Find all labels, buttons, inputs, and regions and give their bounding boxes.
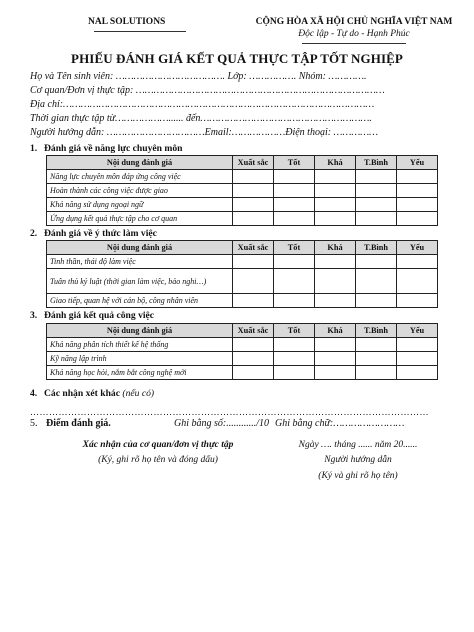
rating-cell[interactable] xyxy=(397,170,438,184)
rating-cell[interactable] xyxy=(274,366,315,380)
score-number-field[interactable]: Ghi bằng số:............/10 xyxy=(174,418,269,429)
rating-cell[interactable] xyxy=(397,294,438,308)
criteria-cell: Khả năng phân tích thiết kế hệ thống xyxy=(47,338,233,352)
rating-cell[interactable] xyxy=(233,184,274,198)
section-5-number: 5. xyxy=(30,418,38,429)
section-4-number: 4. xyxy=(30,388,38,399)
col-excellent-header: Xuất sắc xyxy=(233,241,274,255)
rating-cell[interactable] xyxy=(315,366,356,380)
col-fair-header: Khá xyxy=(315,156,356,170)
col-average-header: T.Bình xyxy=(356,241,397,255)
rating-cell[interactable] xyxy=(274,269,315,294)
company-name: NAL SOLUTIONS xyxy=(88,17,166,27)
table-row xyxy=(47,269,438,294)
table-row xyxy=(47,212,438,226)
col-weak-header: Yếu xyxy=(397,156,438,170)
comments-field[interactable]: ……………………………………………………………………………………………………………… xyxy=(30,407,429,417)
rating-cell[interactable] xyxy=(315,269,356,294)
supervisor-line: Người hướng dẫn: ……………………………Email:………………Điện thoại: …………… xyxy=(30,127,379,138)
rating-cell[interactable] xyxy=(356,198,397,212)
section-1-table xyxy=(46,155,438,226)
rating-cell[interactable] xyxy=(233,255,274,269)
col-excellent-header: Xuất sắc xyxy=(233,156,274,170)
rating-cell[interactable] xyxy=(274,184,315,198)
rating-cell[interactable] xyxy=(315,170,356,184)
rating-cell[interactable] xyxy=(315,338,356,352)
rating-cell[interactable] xyxy=(356,212,397,226)
criteria-cell: Tinh thần, thái độ làm việc xyxy=(47,255,233,269)
rating-cell[interactable] xyxy=(397,269,438,294)
criteria-cell: Giao tiếp, quan hệ với cán bộ, công nhân viên xyxy=(47,294,233,308)
rating-cell[interactable] xyxy=(315,198,356,212)
internship-period-line: Thời gian thực tập từ………………...... đến…………………………………………………. xyxy=(30,113,372,124)
rating-cell[interactable] xyxy=(356,269,397,294)
country-name: CỘNG HÒA XÃ HỘI CHỦ NGHĨA VIỆT NAM xyxy=(255,17,453,27)
rating-cell[interactable] xyxy=(274,294,315,308)
criteria-cell: Tuân thủ kỷ luật (thời gian làm việc, bảo nghi…) xyxy=(47,269,233,294)
section-1-number: 1. xyxy=(30,143,38,154)
criteria-cell: Khả năng học hỏi, nắm bắt công nghệ mới xyxy=(47,366,233,380)
criteria-cell: Khả năng sử dụng ngoại ngữ xyxy=(47,198,233,212)
rating-cell[interactable] xyxy=(397,352,438,366)
rating-cell[interactable] xyxy=(233,294,274,308)
rating-cell[interactable] xyxy=(397,366,438,380)
col-criteria-header: Nội dung đánh giá xyxy=(47,324,233,338)
table-row xyxy=(47,170,438,184)
rating-cell[interactable] xyxy=(233,198,274,212)
rating-cell[interactable] xyxy=(356,184,397,198)
rating-cell[interactable] xyxy=(356,294,397,308)
rating-cell[interactable] xyxy=(315,294,356,308)
col-weak-header: Yếu xyxy=(397,241,438,255)
rating-cell[interactable] xyxy=(397,184,438,198)
rating-cell[interactable] xyxy=(315,352,356,366)
rating-cell[interactable] xyxy=(356,352,397,366)
rating-cell[interactable] xyxy=(397,198,438,212)
company-underline xyxy=(94,31,186,32)
supervisor-signature-title: Người hướng dẫn xyxy=(324,455,392,465)
col-fair-header: Khá xyxy=(315,324,356,338)
col-criteria-header: Nội dung đánh giá xyxy=(47,241,233,255)
table-row xyxy=(47,198,438,212)
table-row xyxy=(47,352,438,366)
rating-cell[interactable] xyxy=(233,269,274,294)
form-title: PHIẾU ĐÁNH GIÁ KẾT QUẢ THỰC TẬP TỐT NGHIỆP xyxy=(71,51,403,66)
motto-underline xyxy=(302,43,406,44)
table-header-row xyxy=(47,324,438,338)
criteria-cell: Kỹ năng lập trình xyxy=(47,352,233,366)
rating-cell[interactable] xyxy=(315,255,356,269)
col-fair-header: Khá xyxy=(315,241,356,255)
rating-cell[interactable] xyxy=(356,255,397,269)
score-words-field[interactable]: Ghi bằng chữ:…………………… xyxy=(275,418,405,429)
rating-cell[interactable] xyxy=(397,255,438,269)
criteria-cell: Hoàn thành các công việc được giao xyxy=(47,184,233,198)
rating-cell[interactable] xyxy=(356,170,397,184)
rating-cell[interactable] xyxy=(274,198,315,212)
rating-cell[interactable] xyxy=(274,212,315,226)
criteria-cell: Ứng dụng kết quả thực tập cho cơ quan xyxy=(47,212,233,226)
national-motto: Độc lập - Tự do - Hạnh Phúc xyxy=(298,29,410,39)
rating-cell[interactable] xyxy=(356,338,397,352)
col-average-header: T.Bình xyxy=(356,324,397,338)
rating-cell[interactable] xyxy=(233,366,274,380)
col-good-header: Tốt xyxy=(274,324,315,338)
section-1-heading xyxy=(30,143,183,154)
col-good-header: Tốt xyxy=(274,156,315,170)
table-header-row xyxy=(47,156,438,170)
rating-cell[interactable] xyxy=(274,255,315,269)
section-3-number: 3. xyxy=(30,310,38,321)
rating-cell[interactable] xyxy=(315,184,356,198)
col-average-header: T.Bình xyxy=(356,156,397,170)
unit-confirmation-note: (Ký, ghi rõ họ tên và đóng dấu) xyxy=(98,455,218,465)
section-4-note: (nếu có) xyxy=(122,388,155,399)
col-weak-header: Yếu xyxy=(397,324,438,338)
rating-cell[interactable] xyxy=(356,366,397,380)
student-name-line: Họ và Tên sinh viên: ………………………………. Lớp: ……………. Nhóm: …………. xyxy=(30,71,367,82)
signing-date: Ngày …. tháng ...... năm 20...... xyxy=(298,440,418,450)
table-row xyxy=(47,184,438,198)
criteria-cell: Năng lực chuyên môn đáp ứng công việc xyxy=(47,170,233,184)
table-row xyxy=(47,294,438,308)
section-2-number: 2. xyxy=(30,228,38,239)
section-4-title: Các nhận xét khác xyxy=(44,388,120,399)
internship-unit-line: Cơ quan/Đơn vị thực tập: ………………………………………………………………………… xyxy=(30,85,385,96)
col-excellent-header: Xuất sắc xyxy=(233,324,274,338)
rating-cell[interactable] xyxy=(397,212,438,226)
table-row xyxy=(47,338,438,352)
table-header-row xyxy=(47,241,438,255)
section-2-title: Đánh giá về ý thức làm việc xyxy=(44,228,157,239)
section-2-table xyxy=(46,240,438,308)
section-3-title: Đánh giá kết quả công việc xyxy=(44,310,155,321)
rating-cell[interactable] xyxy=(233,212,274,226)
section-1-title: Đánh giá về năng lực chuyên môn xyxy=(44,143,183,154)
rating-cell[interactable] xyxy=(274,352,315,366)
supervisor-signature-note: (Ký và ghi rõ họ tên) xyxy=(318,471,398,481)
rating-cell[interactable] xyxy=(233,338,274,352)
col-good-header: Tốt xyxy=(274,241,315,255)
section-4-heading xyxy=(30,388,154,399)
rating-cell[interactable] xyxy=(233,352,274,366)
score-label: Điểm đánh giá. xyxy=(46,418,111,429)
address-line: Địa chỉ:…………………………………………………………………………………………… xyxy=(30,99,375,110)
table-row xyxy=(47,255,438,269)
col-criteria-header: Nội dung đánh giá xyxy=(47,156,233,170)
rating-cell[interactable] xyxy=(274,170,315,184)
rating-cell[interactable] xyxy=(315,212,356,226)
unit-confirmation-title: Xác nhận của cơ quan/đơn vị thực tập xyxy=(82,440,234,450)
section-3-heading xyxy=(30,310,154,321)
rating-cell[interactable] xyxy=(274,338,315,352)
section-3-table xyxy=(46,323,438,380)
rating-cell[interactable] xyxy=(233,170,274,184)
table-row xyxy=(47,366,438,380)
section-2-heading xyxy=(30,228,157,239)
rating-cell[interactable] xyxy=(397,338,438,352)
